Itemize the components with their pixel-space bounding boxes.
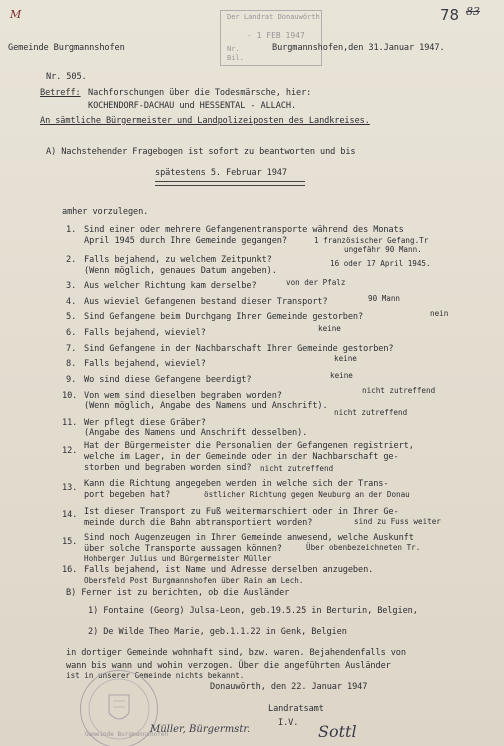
q7-number: 7.: [66, 344, 77, 354]
q5-text: Sind Gefangene beim Durchgang Ihrer Gemeinde gestorben?: [84, 312, 364, 322]
subject-line-1: Nachforschungen über die Todesmärsche, hier:: [88, 88, 312, 98]
q8-number: 8.: [66, 359, 77, 369]
q1-answer-1: 1 französischer Gefang.Tr: [314, 236, 429, 245]
q11-text-2: (Angabe des Namens und Anschrift desselben).: [84, 428, 308, 438]
intro-line-1: A) Nachstehender Fragebogen ist sofort zu beantworten und bis: [46, 147, 356, 157]
q12-text-3: storben und begraben worden sind?: [84, 463, 252, 473]
q12-text-1: Hat der Bürgermeister die Personalien der Gefangenen registriert,: [84, 441, 414, 451]
q3-text: Aus welcher Richtung kam derselbe?: [84, 281, 257, 291]
q10-answer: nicht zutreffend: [362, 386, 436, 395]
stamp-bil: Bil.: [227, 54, 244, 62]
closing-authority: Landratsamt: [268, 704, 324, 714]
q1-number: 1.: [66, 225, 77, 235]
q12-number: 12.: [62, 446, 78, 456]
q5-number: 5.: [66, 312, 77, 322]
q14-text-2: meinde durch die Bahn abtransportiert worden?: [84, 518, 313, 528]
q10-text-1: Von wem sind dieselben begraben worden?: [84, 391, 282, 401]
page-number: 78: [440, 6, 460, 24]
q1-text-2: April 1945 durch Ihre Gemeinde gegangen?: [84, 236, 287, 246]
q15-text-2: über solche Transporte aussagen können?: [84, 544, 282, 554]
q1-answer-2: ungefähr 90 Mann.: [344, 245, 422, 254]
q13-text-1: Kann die Richtung angegeben werden in welche sich der Trans-: [84, 479, 389, 489]
signature-landrat: Sottl: [318, 722, 357, 741]
q16-answer: Obersfeld Post Burgmannshofen über Rain am Lech.: [84, 576, 304, 585]
intro-line-3: amher vorzulegen.: [62, 207, 149, 217]
q14-answer: sind zu Fuss weiter: [354, 517, 441, 526]
q2-text-2: (Wenn möglich, genaues Datum angeben).: [84, 266, 277, 276]
q8-text: Falls bejahend, wieviel?: [84, 359, 206, 369]
q13-text-2: port begeben hat?: [84, 490, 171, 500]
q2-answer: 16 oder 17 April 1945.: [330, 259, 431, 268]
q7-text: Sind Gefangene in der Nachbarschaft Ihrer Gemeinde gestorben?: [84, 344, 394, 354]
q12-answer: nicht zutreffend: [260, 464, 334, 473]
q3-answer: von der Pfalz: [286, 278, 346, 287]
subject-line-2: KOCHENDORF-DACHAU und HESSENTAL - ALLACH.: [88, 101, 297, 111]
q1-text-1: Sind einer oder mehrere Gefangenentransporte während des Monats: [84, 225, 404, 235]
q10-text-2: (Wenn möglich, Angabe des Namens und Anschrift).: [84, 401, 328, 411]
seal-text: Gemeinde Burgmannshofen: [85, 731, 169, 738]
q14-text-1: Ist dieser Transport zu Fuß weitermarschiert oder in Ihrer Ge-: [84, 507, 399, 517]
page-number-struck: 83: [466, 5, 480, 18]
subject-label: Betreff:: [40, 88, 81, 98]
q6-text: Falls bejahend, wieviel?: [84, 328, 206, 338]
deadline-underline: [155, 181, 305, 186]
q15-number: 15.: [62, 537, 78, 547]
closing-iv: I.V.: [278, 718, 299, 728]
q16-number: 16.: [62, 565, 78, 575]
q2-number: 2.: [66, 255, 77, 265]
q8-answer: keine: [334, 354, 357, 363]
section-b-line-1: B) Ferner ist zu berichten, ob die Ausländer: [66, 588, 290, 598]
stamp-nr: Nr.: [227, 45, 240, 53]
header-municipality: Gemeinde Burgmannshofen: [8, 43, 125, 53]
q4-number: 4.: [66, 297, 77, 307]
q2-text-1: Falls bejahend, zu welchem Zeitpunkt?: [84, 255, 272, 265]
header-place-date: Burgmannshofen,den 31.Januar 1947.: [272, 43, 445, 53]
q11-text-1: Wer pflegt diese Gräber?: [84, 418, 206, 428]
corner-mark: M: [10, 8, 22, 21]
received-stamp: [220, 10, 322, 66]
q9-text: Wo sind diese Gefangene beerdigt?: [84, 375, 252, 385]
q11-number: 11.: [62, 418, 78, 428]
q4-text: Aus wieviel Gefangenen bestand dieser Transport?: [84, 297, 328, 307]
q15-answer-2: Hohberger Julius und Bürgermeister Müller: [84, 554, 272, 563]
section-b-person-2: 2) De Wilde Theo Marie, geb.1.1.22 in Genk, Belgien: [88, 627, 347, 637]
section-b-answer: ist in unserer Gemeinde nichts bekannt.: [66, 671, 245, 680]
signature-mayor: Müller, Bürgermstr.: [150, 724, 251, 735]
q5-answer: nein: [430, 309, 449, 318]
intro-deadline: spätestens 5. Februar 1947: [155, 168, 287, 178]
closing-place-date: Donauwörth, den 22. Januar 1947: [210, 682, 368, 692]
q15-answer-1: Über obenbezeichneten Tr.: [306, 543, 421, 552]
stamp-line-1: Der Landrat Donauwörth: [227, 13, 320, 21]
q13-number: 13.: [62, 483, 78, 493]
section-b-person-1: 1) Fontaine (Georg) Julsa-Leon, geb.19.5.25 in Berturin, Belgien,: [88, 606, 418, 616]
q6-answer: keine: [318, 324, 341, 333]
q10-number: 10.: [62, 391, 78, 401]
section-b-line-4: in dortiger Gemeinde wohnhaft sind, bzw. waren. Bejahendenfalls von: [66, 648, 406, 658]
q16-text: Falls bejahend, ist Name und Adresse derselben anzugeben.: [84, 565, 374, 575]
reference-number: Nr. 505.: [46, 72, 87, 82]
q12-text-2: welche im Lager, in der Gemeinde oder in der Nachbarschaft ge-: [84, 452, 399, 462]
q14-number: 14.: [62, 510, 78, 520]
stamp-date: - 1 FEB 1947: [247, 31, 305, 40]
q13-answer: östlicher Richtung gegen Neuburg an der Donau: [204, 490, 410, 499]
q15-text-1: Sind noch Augenzeugen in Ihrer Gemeinde anwesend, welche Auskunft: [84, 533, 414, 543]
q9-number: 9.: [66, 375, 77, 385]
q4-answer: 90 Mann: [368, 294, 401, 303]
q6-number: 6.: [66, 328, 77, 338]
addressee: An sämtliche Bürgermeister und Landpolizeiposten des Landkreises.: [40, 116, 370, 126]
section-b-line-5: wann bis wann und wohin verzogen. Über die angeführten Ausländer: [66, 661, 391, 671]
q11-answer: nicht zutreffend: [334, 408, 408, 417]
q3-number: 3.: [66, 281, 77, 291]
q9-answer: keine: [330, 371, 353, 380]
official-seal: [80, 670, 169, 746]
